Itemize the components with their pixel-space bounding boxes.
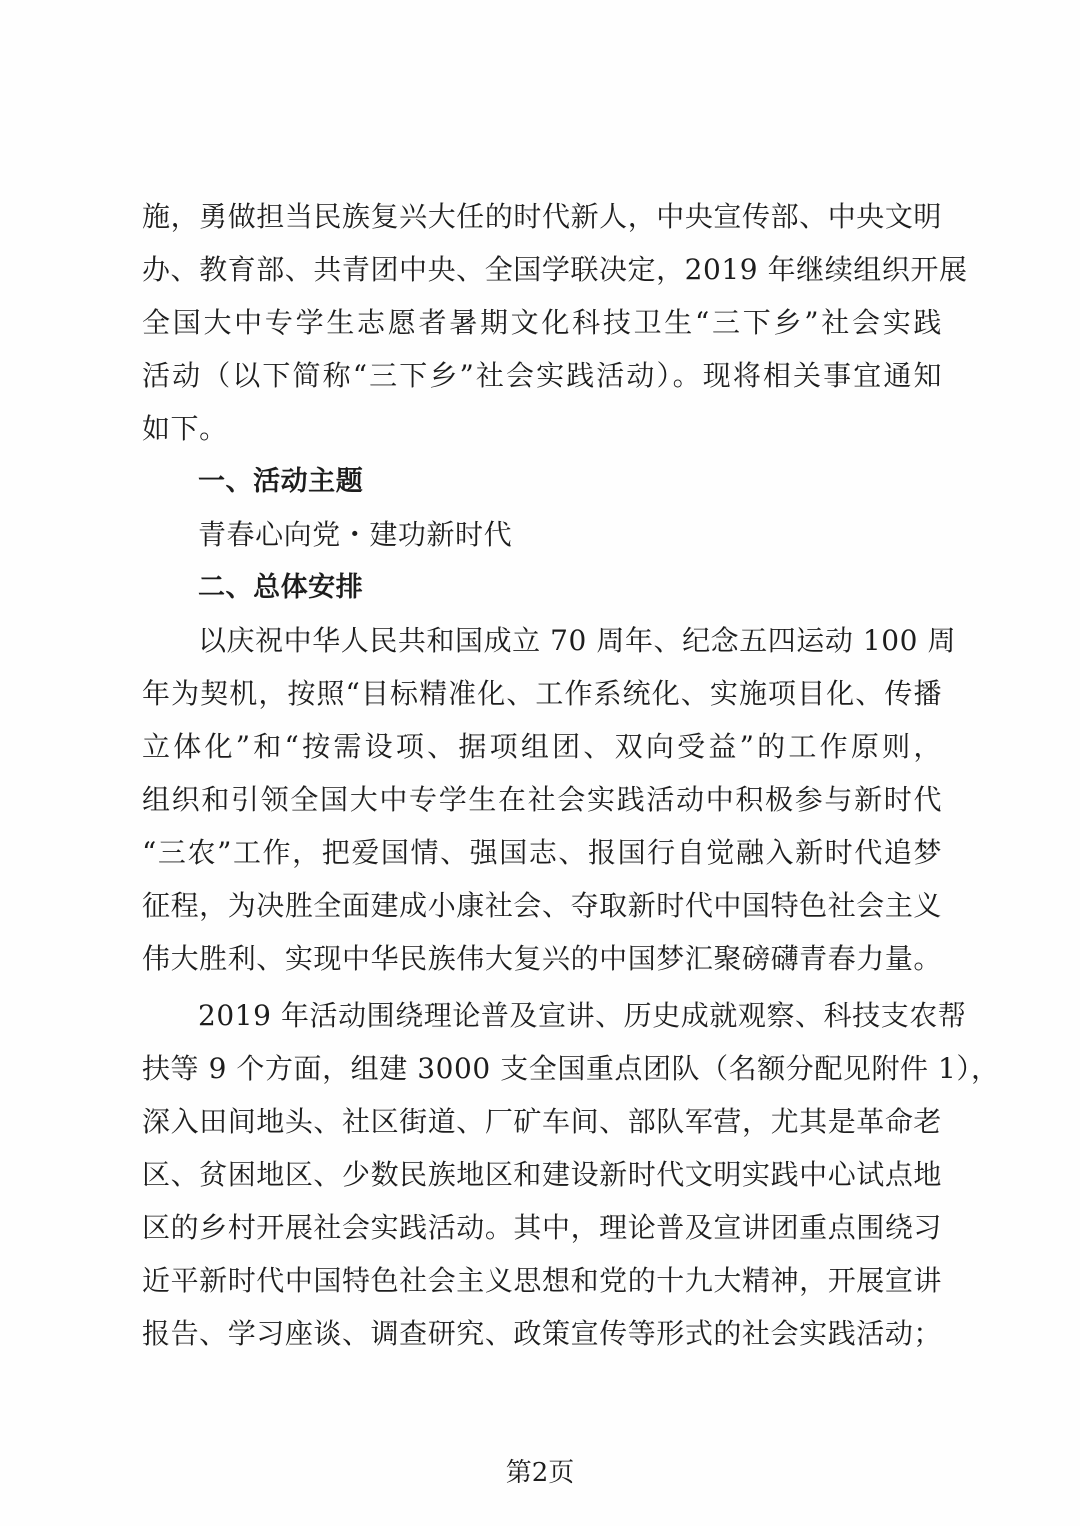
text-line: 伟大胜利、实现中华民族伟大复兴的中国梦汇聚磅礴青春力量。 — [142, 942, 942, 975]
text-line: 年为契机，按照“目标精准化、工作系统化、实施项目化、传播 — [142, 677, 942, 710]
paragraph-3 — [142, 989, 1000, 1360]
text-line: “三农”工作，把爱国情、强国志、报国行自觉融入新时代追梦 — [142, 836, 942, 869]
section-heading-theme: 一、活动主题 — [198, 466, 364, 497]
text-line: 全国大中专学生志愿者暑期文化科技卫生“三下乡”社会实践 — [142, 306, 942, 339]
text-line: 近平新时代中国特色社会主义思想和党的十九大精神，开展宣讲 — [142, 1264, 942, 1297]
theme-text: 青春心向党・建功新时代 — [198, 518, 513, 551]
section-heading-arrangement: 二、总体安排 — [198, 572, 364, 603]
text-line: 活动（以下简称“三下乡”社会实践活动）。现将相关事宜通知 — [142, 359, 942, 392]
document-body — [142, 190, 1000, 1360]
text-line: 扶等 9 个方面，组建 3000 支全国重点团队（名额分配见附件 1）， — [142, 1052, 1000, 1085]
text-line: 以庆祝中华人民共和国成立 70 周年、纪念五四运动 100 周 — [198, 624, 957, 657]
paragraph-2 — [142, 614, 957, 985]
text-line: 报告、学习座谈、调查研究、政策宣传等形式的社会实践活动； — [142, 1317, 942, 1350]
text-line: 征程，为决胜全面建成小康社会、夺取新时代中国特色社会主义 — [142, 889, 942, 922]
text-line: 深入田间地头、社区街道、厂矿车间、部队军营，尤其是革命老 — [142, 1105, 942, 1138]
text-line: 区的乡村开展社会实践活动。其中，理论普及宣讲团重点围绕习 — [142, 1211, 942, 1244]
text-line: 如下。 — [142, 412, 228, 445]
paragraph-1 — [142, 190, 968, 455]
page-number: 第2页 — [505, 1458, 575, 1488]
text-line: 2019 年活动围绕理论普及宣讲、历史成就观察、科技支农帮 — [198, 999, 967, 1032]
text-line: 施，勇做担当民族复兴大任的时代新人，中央宣传部、中央文明 — [142, 200, 942, 233]
text-line: 立体化”和“按需设项、据项组团、双向受益”的工作原则， — [142, 730, 942, 763]
text-line: 办、教育部、共青团中央、全国学联决定，2019 年继续组织开展 — [142, 253, 968, 286]
text-line: 区、贫困地区、少数民族地区和建设新时代文明实践中心试点地 — [142, 1158, 942, 1191]
text-line: 组织和引领全国大中专学生在社会实践活动中积极参与新时代 — [142, 783, 942, 816]
